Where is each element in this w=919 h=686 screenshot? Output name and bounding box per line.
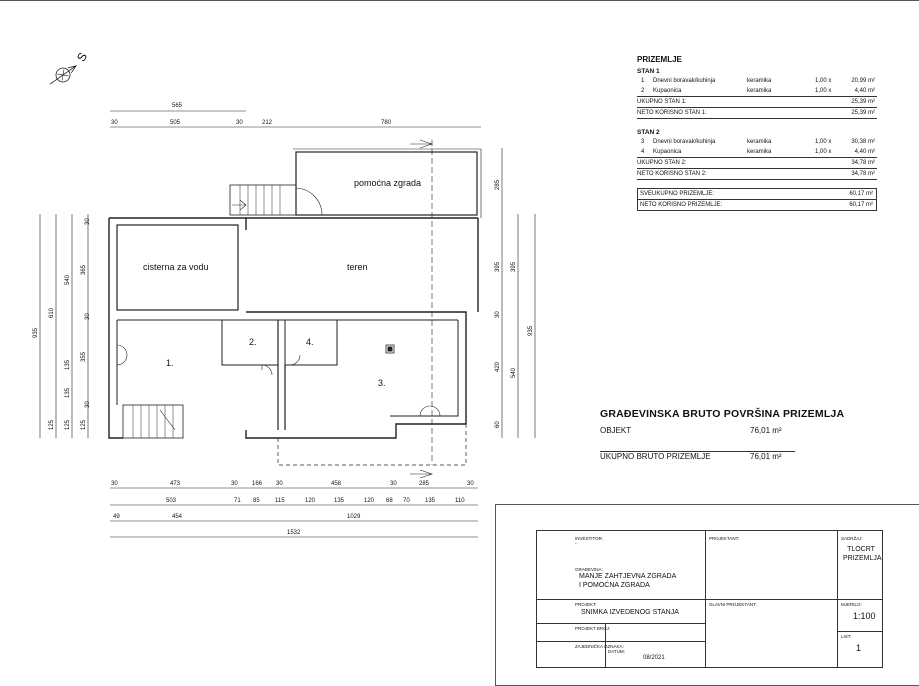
dim-left-610: 610	[49, 307, 55, 318]
row-factor: 1,00 x	[815, 78, 832, 84]
stan1-heading: STAN 1	[637, 68, 660, 75]
neto-row	[638, 200, 876, 210]
dim-b1-4: 30	[276, 481, 283, 487]
gradevina-line2: I POMOĆNA ZGRADA	[579, 582, 650, 589]
ukupno-bruto-row	[600, 452, 870, 466]
dim-left-355: 355	[81, 351, 87, 362]
dim-right-30: 30	[495, 311, 501, 318]
dim-right-420: 420	[495, 361, 501, 372]
ukupno-bruto-value: 76,01 m²	[750, 452, 782, 461]
row-material: keramika	[747, 139, 772, 145]
schedule-title: PRIZEMLJE	[637, 55, 682, 64]
dim-top-30a: 30	[111, 120, 118, 126]
dim-top-565: 565	[172, 103, 183, 109]
room-label-4: 4.	[306, 337, 314, 347]
dim-b2-0: 503	[166, 498, 177, 504]
investitor-value: -	[575, 541, 577, 547]
dim-left-135a: 135	[65, 359, 71, 370]
dim-b2-9: 135	[425, 498, 436, 504]
dim-b2-10: 110	[455, 498, 465, 504]
dim-left-935: 935	[33, 327, 39, 338]
row-factor: 1,00 x	[815, 139, 832, 145]
neto-label: NETO KORISNO PRIZEMLJE:	[640, 202, 723, 208]
tb-divider	[705, 599, 837, 600]
room-label-pomocna: pomoćna zgrada	[354, 178, 422, 188]
row-name: Kupaonica	[653, 149, 682, 155]
bruto-separator	[600, 451, 795, 452]
projekt-label: PROJEKT:	[575, 602, 597, 607]
dim-b1-1: 473	[170, 481, 181, 487]
dim-left-30a: 30	[85, 218, 91, 225]
dim-b1-5: 458	[331, 481, 342, 487]
datum-value: 08/2021	[643, 655, 665, 661]
room-label-1: 1.	[166, 358, 174, 368]
schedule-row	[637, 76, 877, 86]
dim-left-135b: 135	[65, 387, 71, 398]
dim-b2-5: 135	[334, 498, 345, 504]
north-arrow-icon	[46, 60, 80, 90]
dim-right-395a: 395	[495, 261, 501, 272]
dim-b2-6: 120	[364, 498, 375, 504]
stan2-total-label: UKUPNO STAN 2:	[637, 160, 687, 166]
projektant-label: PROJEKTANT:	[709, 536, 740, 541]
stan2-total: 34,78 m²	[851, 160, 875, 166]
dim-right-60: 60	[495, 421, 501, 428]
row-no: 2	[641, 88, 645, 94]
stan2-heading: STAN 2	[637, 129, 660, 136]
investitor-label: INVESTITOR:	[575, 536, 604, 541]
projekt-broj-label: PROJEKT BROJ:	[575, 626, 611, 631]
objekt-value: 76,01 m²	[750, 426, 782, 435]
mjerilo-value: 1:100	[853, 611, 876, 621]
stan1-net-row	[637, 108, 877, 119]
neto-value: 60,17 m²	[849, 202, 873, 208]
projekt-value: SNIMKA IZVEDENOG STANJA	[581, 609, 679, 616]
sveukupno-value: 60,17 m²	[849, 191, 873, 197]
bruto-heading: GRAĐEVINSKA BRUTO POVRŠINA PRIZEMLJA	[600, 408, 845, 420]
room-label-teren: teren	[347, 262, 368, 272]
tb-divider	[837, 631, 882, 632]
sadrzaj-value: TLOCRT PRIZEMLJA	[843, 546, 882, 562]
dim-b2-1: 71	[234, 498, 241, 504]
dim-b1-2: 30	[231, 481, 238, 487]
dim-b1-7: 285	[419, 481, 430, 487]
title-block	[536, 530, 883, 668]
stan2-net: 34,78 m²	[851, 171, 875, 177]
dim-left-125b: 125	[65, 419, 71, 430]
dim-left-125c: 125	[81, 419, 87, 430]
stan1-net: 25,39 m²	[851, 110, 875, 116]
room-label-2: 2.	[249, 337, 257, 347]
room-label-3: 3.	[378, 378, 386, 388]
row-factor: 1,00 x	[815, 88, 832, 94]
sadrzaj-label: SADRŽAJ:	[841, 536, 863, 541]
dim-left-30c: 30	[85, 401, 91, 408]
dim-left-540: 540	[65, 274, 71, 285]
schedule-row	[637, 86, 877, 97]
glavni-projektant-label: GLAVNI PROJEKTANT:	[709, 602, 757, 607]
stan2-total-row	[637, 158, 877, 169]
dim-left-365: 365	[81, 264, 87, 275]
north-label: S	[73, 50, 91, 64]
datum-label: DATUM:	[608, 649, 625, 654]
row-no: 3	[641, 139, 645, 145]
row-material: keramika	[747, 78, 772, 84]
dim-right-285: 285	[495, 179, 501, 190]
dim-b1-6: 30	[390, 481, 397, 487]
dim-left-125a: 125	[49, 419, 55, 430]
tb-divider	[537, 641, 705, 642]
tb-divider	[537, 623, 705, 624]
dim-b2-8: 70	[403, 498, 410, 504]
dim-b2-7: 68	[386, 498, 393, 504]
mjerilo-label: MJERILO:	[841, 602, 862, 607]
row-name: Dnevni boravak/kuhinja	[653, 139, 716, 145]
stan2-net-label: NETO KORISNO STAN 2:	[637, 171, 707, 177]
zajednicka-oznaka-label: ZAJEDNIČKA OZNAKA:	[575, 644, 624, 649]
dim-left-30b: 30	[85, 313, 91, 320]
tb-divider	[537, 599, 705, 600]
stan2-net-row	[637, 169, 877, 180]
prizemlje-totals-box	[637, 188, 877, 211]
row-material: keramika	[747, 88, 772, 94]
dim-top-212: 212	[262, 120, 273, 126]
dim-b3-1: 454	[172, 514, 183, 520]
ukupno-bruto-label: UKUPNO BRUTO PRIZEMLJE	[600, 452, 711, 461]
dim-b3-2: 1029	[347, 514, 361, 520]
dim-b2-4: 120	[305, 498, 316, 504]
stan1-total-row	[637, 97, 877, 108]
schedule-row	[637, 137, 877, 147]
dim-right-395b: 395	[511, 261, 517, 272]
row-name: Dnevni boravak/kuhinja	[653, 78, 716, 84]
area-schedule	[637, 55, 877, 211]
row-area: 4,40 m²	[854, 149, 875, 155]
row-no: 1	[641, 78, 645, 84]
dim-top-780: 780	[381, 120, 392, 126]
dim-b1-3: 166	[252, 481, 263, 487]
row-area: 20,99 m²	[851, 78, 875, 84]
dim-b4-total: 1532	[287, 530, 301, 536]
stan1-net-label: NETO KORISNO STAN 1:	[637, 110, 707, 116]
stan1-total: 25,39 m²	[851, 99, 875, 105]
tb-divider	[837, 599, 882, 600]
dim-b2-3: 115	[275, 498, 285, 504]
row-name: Kupaonica	[653, 88, 682, 94]
dim-right-540: 540	[511, 367, 517, 378]
dim-top-505: 505	[170, 120, 181, 126]
gradevina-line1: MANJE ZAHTJEVNA ZGRADA	[579, 573, 677, 580]
gradevina-label: GRAĐEVINA:	[575, 567, 603, 572]
list-label: LIST:	[841, 634, 852, 639]
sveukupno-label: SVEUKUPNO PRIZEMLJE:	[640, 191, 715, 197]
dim-b3-0: 49	[113, 514, 120, 520]
dim-b1-0: 30	[111, 481, 118, 487]
list-value: 1	[856, 643, 862, 653]
dim-b2-2: 85	[253, 498, 260, 504]
schedule-row	[637, 147, 877, 158]
dim-b1-8: 30	[467, 481, 474, 487]
objekt-label: OBJEKT	[600, 426, 632, 435]
stan1-total-label: UKUPNO STAN 1:	[637, 99, 687, 105]
row-material: keramika	[747, 149, 772, 155]
row-factor: 1,00 x	[815, 149, 832, 155]
row-no: 4	[641, 149, 645, 155]
sveukupno-row	[638, 189, 876, 200]
dim-right-935: 935	[528, 325, 534, 336]
room-label-cisterna: cisterna za vodu	[143, 262, 209, 272]
objekt-row	[600, 426, 870, 440]
row-area: 30,38 m²	[851, 139, 875, 145]
dim-top-30b: 30	[236, 120, 243, 126]
bruto-area-block	[600, 408, 870, 466]
row-area: 4,40 m²	[854, 88, 875, 94]
